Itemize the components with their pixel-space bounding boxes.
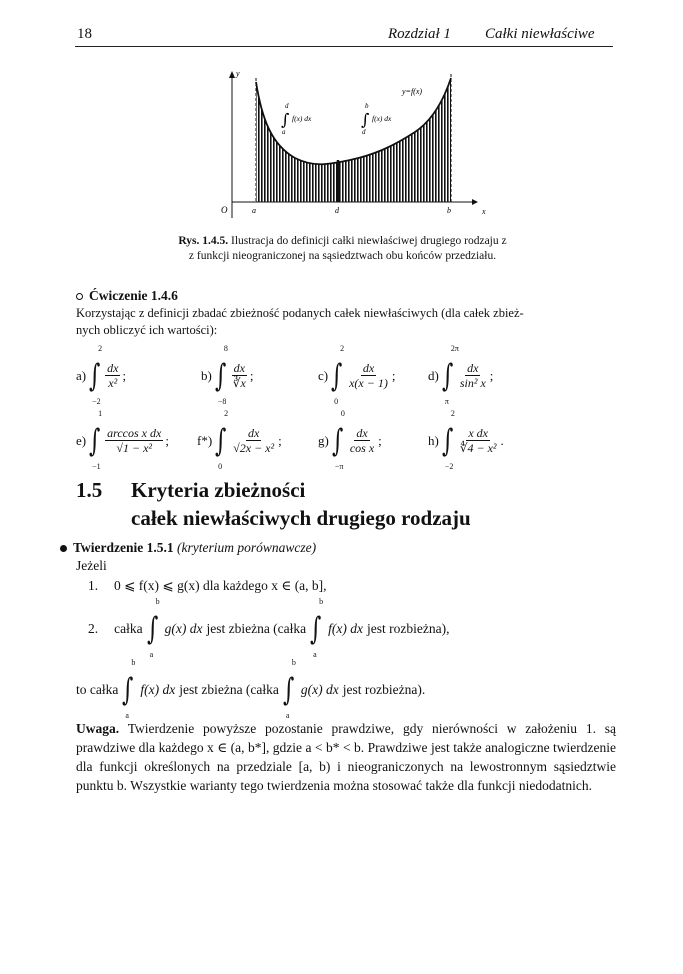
fraction-numerator: dx <box>467 361 479 375</box>
integral-upper: 2 <box>340 344 345 353</box>
fraction-denominator: sin² x <box>459 376 486 390</box>
integral-lower: a <box>285 711 290 720</box>
exercise-item <box>76 344 127 406</box>
cond2-line <box>88 597 450 659</box>
exercise-item <box>76 409 169 471</box>
exercise-item-end: ; <box>278 433 282 448</box>
fraction <box>231 426 276 456</box>
section-heading <box>76 476 471 532</box>
exercise-item-end: . <box>500 433 504 448</box>
fraction-denominator: ∛x <box>232 376 246 390</box>
page-number: 18 <box>77 26 92 42</box>
integral-sign: ∫ 2 −2 <box>441 409 455 471</box>
caption-line1: Ilustracja do definicji całki niewłaściwej drugiego rodzaju z <box>231 235 507 247</box>
chapter-title: Całki niewłaściwe <box>485 26 595 42</box>
integral-lower: 0 <box>218 462 223 471</box>
cond2-integrand1: g(x) dx <box>164 621 203 636</box>
exercise-item-label: e) <box>76 433 87 448</box>
integral-sign: ∫ b a <box>310 597 324 659</box>
tick-b: b <box>447 206 451 215</box>
fraction-numerator: dx <box>247 426 260 440</box>
remark-label: Uwaga. <box>76 721 120 736</box>
fraction <box>348 426 376 456</box>
caption-label: Rys. 1.4.5. <box>178 235 229 247</box>
integral-upper: b <box>131 658 136 667</box>
exercise-line1: Korzystając z definicji zbadać zbieżność podanych całek niewłaściwych (dla całek zbież- <box>76 306 524 320</box>
exercise-item-label: h) <box>428 433 439 448</box>
exercise-item <box>201 344 254 406</box>
integral-upper: 2 <box>450 409 455 418</box>
y-axis-arrow <box>229 71 235 78</box>
integral-upper: 1 <box>98 409 103 418</box>
figure-improper-integral <box>210 60 500 230</box>
integral-upper: b <box>319 597 324 606</box>
remark-text: Twierdzenie powyższe pozostanie prawdziwe, gdy nierówności w założeniu 1. są prawdziwe dla każdego x ∈ (a, b*], gdzie a < b* < b. Prawdziwe jest także analogiczne twierdzenie dla funkcji określonych na przedziale [a, b) i nieograniczonych na lewostronnym sąsiedztwie punktu b. Wszystkie warianty tego twierdzenia można stosować także dla funkcji niedodatnich. <box>76 721 616 793</box>
int2-upper: b <box>365 102 369 110</box>
integral-upper: 2π <box>450 344 459 353</box>
exercise-item-end: ; <box>489 368 494 383</box>
exercise-item <box>428 344 494 406</box>
header-rule <box>75 46 613 47</box>
y-axis-label: y <box>236 69 240 78</box>
fraction-denominator: cos x <box>349 441 375 455</box>
concl-text-c: jest rozbieżna). <box>342 682 426 697</box>
int1-sign: ∫ <box>281 110 290 129</box>
curve-label: y=f(x) <box>402 87 423 96</box>
exercise-item-end: ; <box>165 433 169 448</box>
integral-sign: ∫ 0 −π <box>331 409 345 471</box>
integral-sign: ∫ 2 −2 <box>89 344 103 406</box>
fraction <box>458 426 499 456</box>
exercise-line2: nych obliczyć ich wartości): <box>76 323 218 337</box>
integral-upper: 2 <box>98 344 103 353</box>
integral-sign: ∫ b a <box>122 658 136 720</box>
theorem-subtitle: (kryterium porównawcze) <box>176 540 317 555</box>
fraction-denominator: √1 − x² <box>116 441 153 455</box>
x-axis-label: x <box>482 207 486 216</box>
cond1-num: 1. <box>88 578 99 593</box>
fraction <box>458 361 488 391</box>
exercise-item-label: g) <box>318 433 329 448</box>
integral-sign: ∫ 2 0 <box>331 344 345 406</box>
theorem-name: Twierdzenie 1.5.1 <box>73 540 174 555</box>
tick-d: d <box>335 206 339 215</box>
integral-upper: b <box>155 597 160 606</box>
integral-sign: ∫ 1 −1 <box>89 409 103 471</box>
origin-label: O <box>221 205 228 215</box>
exercise-item <box>318 409 382 471</box>
int2-lower: d <box>362 128 366 136</box>
exercise-item-label: b) <box>201 368 212 383</box>
fraction <box>105 361 120 391</box>
x-axis-arrow <box>472 199 478 205</box>
integral-sign: ∫ b a <box>146 597 160 659</box>
cond2-text-b: jest zbieżna (całka <box>206 621 307 636</box>
int1-lower: a <box>282 128 286 136</box>
cond1-text: 0 ⩽ f(x) ⩽ g(x) dla każdego x ∈ (a, b], <box>114 578 327 593</box>
integral-sign: ∫ 8 −8 <box>214 344 228 406</box>
integral-lower: a <box>125 711 129 720</box>
fraction-denominator: ∜4 − x² <box>459 441 497 455</box>
exercise-item-label: c) <box>318 368 329 383</box>
section-title-line1: Kryteria zbieżności <box>131 478 306 502</box>
conclusion-line <box>76 658 426 720</box>
integral-lower: −2 <box>92 397 101 406</box>
section-number: 1.5 <box>76 478 103 502</box>
int2-body: f(x) dx <box>372 114 392 123</box>
exercise-item-label: d) <box>428 368 439 383</box>
remark <box>76 719 616 795</box>
figure-caption <box>120 234 565 264</box>
integral-sign: ∫ 2π π <box>441 344 459 406</box>
theorem-if: Jeżeli <box>76 558 107 573</box>
concl-text-a: to całka <box>76 682 119 697</box>
fraction-denominator: x(x − 1) <box>349 376 388 390</box>
exercise-text <box>76 305 616 339</box>
integral-lower: 0 <box>334 397 339 406</box>
integral-lower: a <box>149 650 154 659</box>
cond2-text-c: jest rozbieżna), <box>367 621 450 636</box>
fraction-denominator: √2x − x² <box>233 441 275 455</box>
integral-lower: π <box>444 397 449 406</box>
exercise-heading <box>76 288 178 304</box>
integral-upper: 8 <box>223 344 228 353</box>
fraction <box>347 361 390 391</box>
chapter-label: Rozdział 1 <box>388 26 451 42</box>
exercise-item-label: a) <box>76 368 87 383</box>
int1-upper: d <box>285 102 289 110</box>
fraction <box>231 361 248 391</box>
int2-sign: ∫ <box>361 110 370 129</box>
fraction-numerator: dx <box>233 361 245 375</box>
shaded-area <box>256 78 451 202</box>
exercise-item-end: ; <box>391 368 396 383</box>
integral-upper: b <box>291 658 296 667</box>
cond2-integrand2: f(x) dx <box>328 621 364 636</box>
bullet-icon <box>60 545 67 552</box>
fraction-numerator: arccos x dx <box>107 426 162 440</box>
cond2-num: 2. <box>88 621 99 636</box>
cond2-text-a: całka <box>114 621 143 636</box>
exercise-item <box>318 344 396 406</box>
exercise-item <box>428 409 504 471</box>
integral-upper: 2 <box>224 409 229 418</box>
fraction-numerator: dx <box>362 361 375 375</box>
integral-lower: −8 <box>217 397 227 406</box>
int1-body: f(x) dx <box>292 114 312 123</box>
exercise-title: Ćwiczenie 1.4.6 <box>89 288 178 303</box>
concl-text-b: jest zbieżna (całka <box>179 682 279 697</box>
integral-lower: a <box>313 650 317 659</box>
concl-integrand1: f(x) dx <box>140 682 176 697</box>
open-circle-icon <box>76 293 83 300</box>
integral-sign: ∫ b a <box>282 658 296 720</box>
fraction-numerator: dx <box>107 361 119 375</box>
exercise-item-label: f*) <box>197 433 213 448</box>
section-title-line2: całek niewłaściwych drugiego rodzaju <box>131 506 471 530</box>
concl-integrand2: g(x) dx <box>300 682 339 697</box>
integral-sign: ∫ 2 0 <box>215 409 229 471</box>
exercise-item-end: ; <box>249 368 254 383</box>
fraction-denominator: x² <box>108 376 118 390</box>
integral-upper: 0 <box>340 409 345 418</box>
fraction-numerator: dx <box>356 426 368 440</box>
exercise-item-end: ; <box>122 368 127 383</box>
integral-lower: −1 <box>92 462 101 471</box>
integral-lower: −π <box>334 462 344 471</box>
fraction-numerator: x dx <box>468 426 488 440</box>
caption-line2: z funkcji nieograniczonej na sąsiedztwach obu końców przedziału. <box>188 250 497 262</box>
fraction <box>105 426 163 456</box>
theorem-heading <box>60 540 316 556</box>
exercise-item <box>197 409 282 471</box>
exercise-item-end: ; <box>378 433 382 448</box>
tick-a: a <box>252 206 256 215</box>
integral-lower: −2 <box>444 462 454 471</box>
